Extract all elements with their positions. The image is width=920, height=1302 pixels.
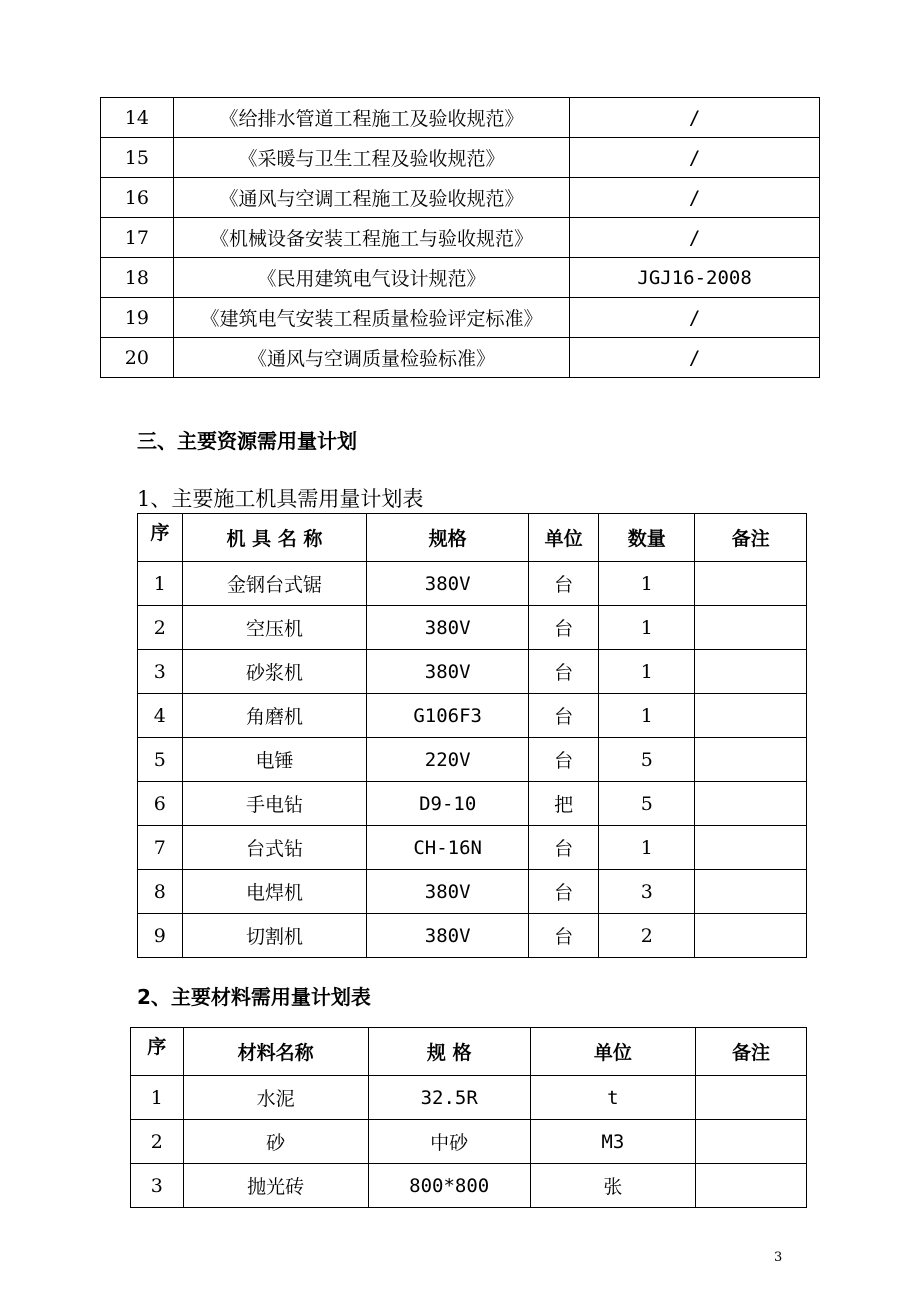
cell-spec: 中砂 bbox=[368, 1120, 530, 1164]
table-row bbox=[138, 738, 807, 782]
cell-spec: 32.5R bbox=[368, 1076, 530, 1120]
cell-spec: 380V bbox=[367, 914, 529, 958]
column-header-spec: 规 格 bbox=[368, 1028, 530, 1076]
table-row bbox=[138, 914, 807, 958]
column-header-no: 序 bbox=[131, 1028, 184, 1076]
cell-remark bbox=[695, 782, 807, 826]
column-header-remark: 备注 bbox=[696, 1028, 807, 1076]
cell-no: 3 bbox=[138, 650, 183, 694]
cell-remark bbox=[695, 826, 807, 870]
standard-code: JGJ16-2008 bbox=[570, 258, 820, 298]
table-row bbox=[131, 1120, 807, 1164]
cell-unit: 台 bbox=[529, 826, 599, 870]
cell-unit: 台 bbox=[529, 870, 599, 914]
standard-code: / bbox=[570, 218, 820, 258]
row-number: 16 bbox=[101, 178, 174, 218]
column-header-name: 材料名称 bbox=[183, 1028, 368, 1076]
page-number: 3 bbox=[774, 1250, 783, 1265]
cell-spec: 380V bbox=[367, 650, 529, 694]
machinery-table bbox=[137, 513, 807, 958]
cell-qty: 1 bbox=[599, 650, 695, 694]
section-3-title: 三、主要资源需用量计划 bbox=[137, 429, 357, 453]
column-header-remark: 备注 bbox=[695, 514, 807, 562]
cell-qty: 3 bbox=[599, 870, 695, 914]
cell-name: 切割机 bbox=[182, 914, 367, 958]
cell-remark bbox=[696, 1120, 807, 1164]
standard-name: 《采暖与卫生工程及验收规范》 bbox=[173, 138, 570, 178]
table-row bbox=[101, 178, 820, 218]
cell-unit: M3 bbox=[530, 1120, 695, 1164]
column-header-unit: 单位 bbox=[530, 1028, 695, 1076]
standard-name: 《通风与空调工程施工及验收规范》 bbox=[173, 178, 570, 218]
cell-qty: 5 bbox=[599, 738, 695, 782]
table-row bbox=[138, 562, 807, 606]
table-row bbox=[138, 782, 807, 826]
cell-unit: t bbox=[530, 1076, 695, 1120]
cell-name: 砂 bbox=[183, 1120, 368, 1164]
cell-remark bbox=[695, 606, 807, 650]
cell-name: 抛光砖 bbox=[183, 1164, 368, 1208]
cell-remark bbox=[695, 870, 807, 914]
standard-code: / bbox=[570, 98, 820, 138]
cell-name: 砂浆机 bbox=[182, 650, 367, 694]
cell-name: 电锤 bbox=[182, 738, 367, 782]
cell-no: 5 bbox=[138, 738, 183, 782]
cell-spec: 380V bbox=[367, 562, 529, 606]
table-row bbox=[131, 1076, 807, 1120]
table-row bbox=[101, 258, 820, 298]
cell-remark bbox=[696, 1076, 807, 1120]
standard-code: / bbox=[570, 338, 820, 378]
table-row bbox=[138, 870, 807, 914]
cell-spec: CH-16N bbox=[367, 826, 529, 870]
cell-unit: 台 bbox=[529, 562, 599, 606]
cell-unit: 台 bbox=[529, 914, 599, 958]
cell-no: 1 bbox=[131, 1076, 184, 1120]
cell-name: 空压机 bbox=[182, 606, 367, 650]
cell-remark bbox=[695, 738, 807, 782]
cell-no: 4 bbox=[138, 694, 183, 738]
cell-unit: 台 bbox=[529, 694, 599, 738]
cell-unit: 台 bbox=[529, 738, 599, 782]
row-number: 20 bbox=[101, 338, 174, 378]
cell-qty: 5 bbox=[599, 782, 695, 826]
column-header-spec: 规格 bbox=[367, 514, 529, 562]
cell-remark bbox=[695, 650, 807, 694]
cell-no: 2 bbox=[138, 606, 183, 650]
standard-name: 《建筑电气安装工程质量检验评定标准》 bbox=[173, 298, 570, 338]
row-number: 19 bbox=[101, 298, 174, 338]
cell-no: 1 bbox=[138, 562, 183, 606]
cell-unit: 张 bbox=[530, 1164, 695, 1208]
standard-name: 《机械设备安装工程施工与验收规范》 bbox=[173, 218, 570, 258]
standard-name: 《通风与空调质量检验标准》 bbox=[173, 338, 570, 378]
table-row bbox=[138, 650, 807, 694]
cell-spec: 380V bbox=[367, 606, 529, 650]
machinery-table-title: 1、主要施工机具需用量计划表 bbox=[137, 487, 424, 511]
cell-unit: 台 bbox=[529, 606, 599, 650]
table-row bbox=[101, 298, 820, 338]
cell-unit: 把 bbox=[529, 782, 599, 826]
cell-remark bbox=[695, 914, 807, 958]
cell-spec: 800*800 bbox=[368, 1164, 530, 1208]
cell-spec: G106F3 bbox=[367, 694, 529, 738]
column-header-unit: 单位 bbox=[529, 514, 599, 562]
cell-qty: 1 bbox=[599, 606, 695, 650]
table-row bbox=[101, 218, 820, 258]
cell-no: 6 bbox=[138, 782, 183, 826]
cell-qty: 1 bbox=[599, 694, 695, 738]
column-header-no: 序 bbox=[138, 514, 183, 562]
cell-name: 水泥 bbox=[183, 1076, 368, 1120]
table-row bbox=[101, 138, 820, 178]
standard-name: 《民用建筑电气设计规范》 bbox=[173, 258, 570, 298]
materials-table bbox=[130, 1027, 807, 1208]
standard-code: / bbox=[570, 298, 820, 338]
cell-no: 7 bbox=[138, 826, 183, 870]
table-row bbox=[138, 694, 807, 738]
cell-unit: 台 bbox=[529, 650, 599, 694]
row-number: 18 bbox=[101, 258, 174, 298]
column-header-qty: 数量 bbox=[599, 514, 695, 562]
cell-no: 3 bbox=[131, 1164, 184, 1208]
cell-remark bbox=[695, 694, 807, 738]
cell-qty: 1 bbox=[599, 826, 695, 870]
cell-no: 9 bbox=[138, 914, 183, 958]
cell-remark bbox=[695, 562, 807, 606]
row-number: 14 bbox=[101, 98, 174, 138]
column-header-name: 机 具 名 称 bbox=[182, 514, 367, 562]
standard-code: / bbox=[570, 138, 820, 178]
row-number: 17 bbox=[101, 218, 174, 258]
cell-name: 台式钻 bbox=[182, 826, 367, 870]
materials-table-title: 2、主要材料需用量计划表 bbox=[137, 985, 371, 1009]
standards-table bbox=[100, 97, 820, 378]
cell-no: 8 bbox=[138, 870, 183, 914]
standard-code: / bbox=[570, 178, 820, 218]
table-row bbox=[101, 98, 820, 138]
cell-name: 金钢台式锯 bbox=[182, 562, 367, 606]
table-row bbox=[131, 1164, 807, 1208]
cell-spec: 220V bbox=[367, 738, 529, 782]
cell-name: 角磨机 bbox=[182, 694, 367, 738]
cell-no: 2 bbox=[131, 1120, 184, 1164]
standard-name: 《给排水管道工程施工及验收规范》 bbox=[173, 98, 570, 138]
table-row bbox=[138, 606, 807, 650]
cell-remark bbox=[696, 1164, 807, 1208]
cell-spec: 380V bbox=[367, 870, 529, 914]
cell-name: 电焊机 bbox=[182, 870, 367, 914]
table-row bbox=[101, 338, 820, 378]
cell-spec: D9-10 bbox=[367, 782, 529, 826]
cell-name: 手电钻 bbox=[182, 782, 367, 826]
cell-qty: 1 bbox=[599, 562, 695, 606]
cell-qty: 2 bbox=[599, 914, 695, 958]
table-row bbox=[138, 826, 807, 870]
row-number: 15 bbox=[101, 138, 174, 178]
